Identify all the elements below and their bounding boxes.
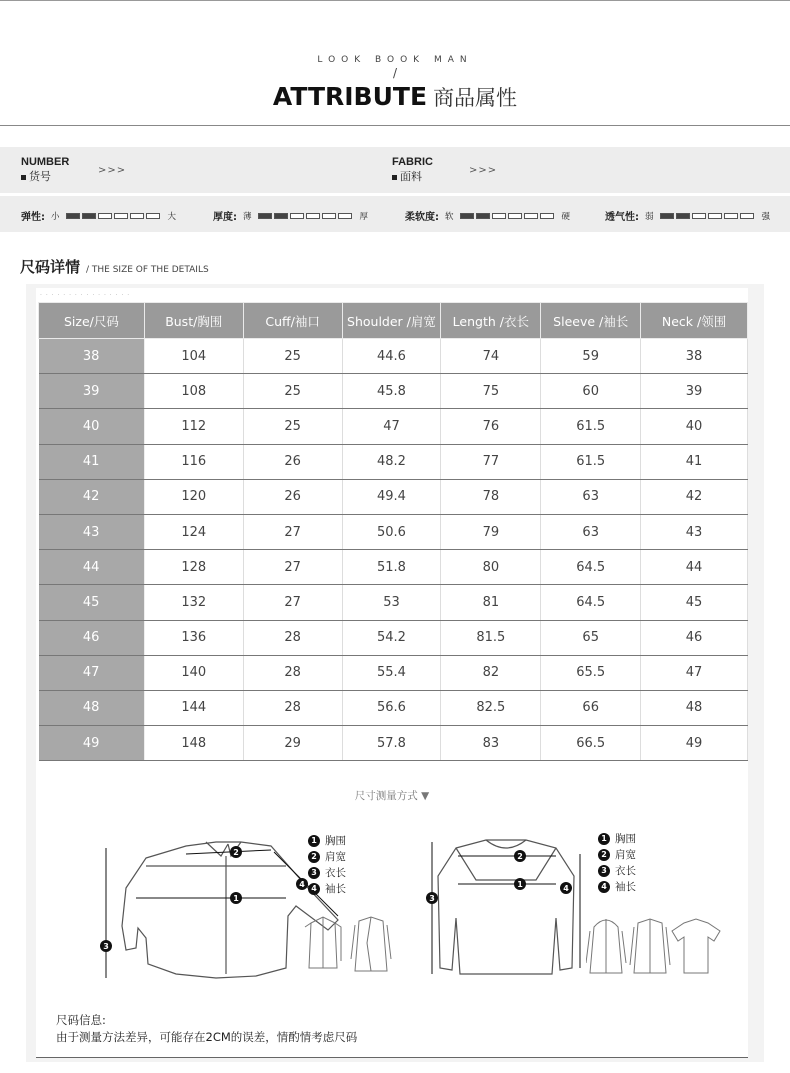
marker-length-text: 3 bbox=[103, 942, 109, 951]
table-cell: 132 bbox=[144, 585, 243, 620]
size-cell: 46 bbox=[39, 620, 145, 655]
meter-bars bbox=[460, 213, 556, 219]
meter-bar-empty bbox=[114, 213, 128, 219]
table-cell: 74 bbox=[441, 339, 541, 374]
dotted-decoration: · · · · · · · · · · · · · · · · bbox=[40, 292, 131, 299]
table-cell: 25 bbox=[243, 374, 342, 409]
legend-label: 肩宽 bbox=[615, 849, 636, 861]
title-cn: 商品属性 bbox=[433, 86, 518, 110]
legend-label: 衣长 bbox=[615, 865, 636, 877]
fabric-label-en: FABRIC bbox=[392, 156, 433, 168]
size-cell: 38 bbox=[39, 339, 145, 374]
table-row bbox=[39, 550, 748, 585]
number-attribute bbox=[21, 156, 69, 184]
table-cell: 82.5 bbox=[441, 690, 541, 725]
marker-sleeve-text: 4 bbox=[299, 880, 305, 889]
table-cell: 63 bbox=[541, 479, 641, 514]
table-cell: 136 bbox=[144, 620, 243, 655]
table-cell: 77 bbox=[441, 444, 541, 479]
shoulder-line bbox=[186, 850, 271, 854]
legend-label: 胸围 bbox=[615, 833, 636, 845]
legend-left bbox=[308, 833, 346, 897]
meter-breathability bbox=[605, 208, 770, 223]
size-cell: 39 bbox=[39, 374, 145, 409]
marker-shoulder bbox=[230, 846, 242, 858]
header-neck: Neck /领围 bbox=[641, 303, 748, 339]
table-row bbox=[39, 374, 748, 409]
table-cell: 39 bbox=[641, 374, 748, 409]
table-cell: 46 bbox=[641, 620, 748, 655]
table-row bbox=[39, 690, 748, 725]
sweater-marker-bust bbox=[514, 878, 526, 890]
legend-right bbox=[598, 831, 636, 895]
meter-bar-empty bbox=[98, 213, 112, 219]
table-cell: 48.2 bbox=[342, 444, 441, 479]
meter-bar-filled bbox=[258, 213, 272, 219]
size-table-body bbox=[39, 339, 748, 761]
table-cell: 83 bbox=[441, 726, 541, 761]
size-cell: 40 bbox=[39, 409, 145, 444]
meter-bar-empty bbox=[692, 213, 706, 219]
sweater-marker-sleeve-text: 4 bbox=[563, 884, 569, 893]
meter-label: 弹性: bbox=[21, 212, 45, 223]
size-title-en: / THE SIZE OF THE DETAILS bbox=[86, 265, 209, 275]
table-cell: 148 bbox=[144, 726, 243, 761]
legend-label: 袖长 bbox=[615, 881, 636, 893]
notes-body: 由于测量方法差异，可能存在2CM的误差，情酌情考虑尺码 bbox=[56, 1030, 358, 1044]
table-cell: 44.6 bbox=[342, 339, 441, 374]
meter-min: 弱 bbox=[645, 211, 654, 222]
table-cell: 56.6 bbox=[342, 690, 441, 725]
meter-bar-filled bbox=[460, 213, 474, 219]
number-label-en: NUMBER bbox=[21, 156, 70, 168]
meter-bar-empty bbox=[740, 213, 754, 219]
table-row bbox=[39, 726, 748, 761]
table-cell: 38 bbox=[641, 339, 748, 374]
sweater-neckline bbox=[486, 840, 526, 848]
table-cell: 29 bbox=[243, 726, 342, 761]
sweater-marker-length-text: 3 bbox=[429, 894, 435, 903]
legend-item bbox=[308, 865, 346, 881]
table-cell: 45 bbox=[641, 585, 748, 620]
fabric-attribute bbox=[392, 156, 433, 184]
table-cell: 25 bbox=[243, 339, 342, 374]
marker-bust-text: 1 bbox=[233, 894, 239, 903]
meter-elasticity bbox=[21, 208, 176, 223]
meter-label: 厚度: bbox=[213, 212, 237, 223]
table-cell: 28 bbox=[243, 620, 342, 655]
table-cell: 47 bbox=[342, 409, 441, 444]
table-cell: 28 bbox=[243, 690, 342, 725]
table-cell: 61.5 bbox=[541, 444, 641, 479]
meter-max: 硬 bbox=[561, 211, 571, 222]
meter-min: 小 bbox=[51, 211, 60, 222]
number-label-cn: 货号 bbox=[21, 168, 69, 184]
table-cell: 65 bbox=[541, 620, 641, 655]
meter-bar-filled bbox=[82, 213, 96, 219]
table-cell: 40 bbox=[641, 409, 748, 444]
size-table-header bbox=[39, 303, 748, 339]
measure-caption: 尺寸测量方式 ▼ bbox=[354, 790, 430, 802]
table-cell: 57.8 bbox=[342, 726, 441, 761]
table-cell: 60 bbox=[541, 374, 641, 409]
legend-number: 2 bbox=[308, 851, 320, 863]
marker-sleeve bbox=[296, 878, 308, 890]
table-cell: 76 bbox=[441, 409, 541, 444]
header-size: Size/尺码 bbox=[39, 303, 145, 339]
table-cell: 28 bbox=[243, 655, 342, 690]
header-length: Length /衣长 bbox=[441, 303, 541, 339]
size-cell: 41 bbox=[39, 444, 145, 479]
size-table bbox=[38, 302, 748, 761]
table-cell: 59 bbox=[541, 339, 641, 374]
header-shoulder: Shoulder /肩宽 bbox=[342, 303, 441, 339]
sweater-marker-length bbox=[426, 892, 438, 904]
table-row bbox=[39, 585, 748, 620]
meter-max: 强 bbox=[761, 211, 771, 222]
property-meters-band bbox=[0, 196, 790, 232]
sweater-yoke bbox=[456, 848, 556, 880]
table-cell: 79 bbox=[441, 514, 541, 549]
header-bust: Bust/胸围 bbox=[144, 303, 243, 339]
sweater-marker-sleeve bbox=[560, 882, 572, 894]
meter-bar-empty bbox=[322, 213, 336, 219]
legend-label: 胸围 bbox=[325, 835, 346, 847]
table-cell: 27 bbox=[243, 585, 342, 620]
legend-number: 3 bbox=[308, 867, 320, 879]
legend-label: 衣长 bbox=[325, 867, 346, 879]
size-title-cn: 尺码详情 bbox=[20, 258, 81, 276]
table-cell: 27 bbox=[243, 514, 342, 549]
fabric-arrows: >>> bbox=[469, 165, 498, 176]
page-title bbox=[0, 82, 790, 112]
lookbook-label: LOOK BOOK MAN bbox=[317, 55, 473, 65]
meter-bar-empty bbox=[130, 213, 144, 219]
meter-thickness bbox=[213, 208, 368, 223]
legend-number: 1 bbox=[598, 833, 610, 845]
meter-max: 厚 bbox=[359, 211, 369, 222]
meter-bar-empty bbox=[146, 213, 160, 219]
meter-bar-empty bbox=[508, 213, 522, 219]
size-cell: 47 bbox=[39, 655, 145, 690]
table-cell: 41 bbox=[641, 444, 748, 479]
legend-number: 2 bbox=[598, 849, 610, 861]
table-cell: 26 bbox=[243, 479, 342, 514]
meter-bar-empty bbox=[540, 213, 554, 219]
meter-label: 柔软度: bbox=[405, 212, 439, 223]
table-row bbox=[39, 655, 748, 690]
meter-bar-empty bbox=[524, 213, 538, 219]
meter-bar-filled bbox=[676, 213, 690, 219]
table-cell: 108 bbox=[144, 374, 243, 409]
size-cell: 48 bbox=[39, 690, 145, 725]
notes-title: 尺码信息: bbox=[56, 1013, 106, 1027]
table-cell: 47 bbox=[641, 655, 748, 690]
size-notes bbox=[56, 1012, 357, 1046]
meter-bar-empty bbox=[724, 213, 738, 219]
size-panel bbox=[26, 284, 764, 1062]
attribute-band bbox=[0, 147, 790, 193]
meter-bars bbox=[258, 213, 354, 219]
table-cell: 43 bbox=[641, 514, 748, 549]
table-cell: 120 bbox=[144, 479, 243, 514]
fabric-label-cn: 面料 bbox=[392, 168, 433, 184]
marker-bust bbox=[230, 892, 242, 904]
size-cell: 49 bbox=[39, 726, 145, 761]
meter-bar-filled bbox=[274, 213, 288, 219]
table-cell: 45.8 bbox=[342, 374, 441, 409]
sweater-marker-shoulder bbox=[514, 850, 526, 862]
meter-bar-empty bbox=[338, 213, 352, 219]
table-cell: 49 bbox=[641, 726, 748, 761]
marker-length bbox=[100, 940, 112, 952]
table-cell: 51.8 bbox=[342, 550, 441, 585]
table-cell: 80 bbox=[441, 550, 541, 585]
legend-item bbox=[308, 849, 346, 865]
legend-number: 3 bbox=[598, 865, 610, 877]
meter-bar-filled bbox=[660, 213, 674, 219]
title-en: ATTRIBUTE bbox=[272, 82, 428, 111]
table-cell: 75 bbox=[441, 374, 541, 409]
table-cell: 112 bbox=[144, 409, 243, 444]
legend-number: 1 bbox=[308, 835, 320, 847]
bottom-rule bbox=[36, 1057, 748, 1059]
size-cell: 43 bbox=[39, 514, 145, 549]
number-arrows: >>> bbox=[98, 165, 127, 176]
table-cell: 54.2 bbox=[342, 620, 441, 655]
table-cell: 64.5 bbox=[541, 585, 641, 620]
meter-bar-empty bbox=[290, 213, 304, 219]
meter-bar-empty bbox=[492, 213, 506, 219]
table-row bbox=[39, 514, 748, 549]
table-cell: 53 bbox=[342, 585, 441, 620]
table-cell: 144 bbox=[144, 690, 243, 725]
table-cell: 81.5 bbox=[441, 620, 541, 655]
legend-number: 4 bbox=[598, 881, 610, 893]
table-cell: 140 bbox=[144, 655, 243, 690]
table-cell: 65.5 bbox=[541, 655, 641, 690]
jacket-sketches bbox=[301, 913, 396, 983]
sweater-outline bbox=[438, 840, 574, 974]
table-cell: 81 bbox=[441, 585, 541, 620]
table-cell: 44 bbox=[641, 550, 748, 585]
size-cell: 44 bbox=[39, 550, 145, 585]
meter-min: 软 bbox=[445, 211, 454, 222]
table-row bbox=[39, 479, 748, 514]
meter-bar-empty bbox=[708, 213, 722, 219]
table-cell: 116 bbox=[144, 444, 243, 479]
table-cell: 42 bbox=[641, 479, 748, 514]
legend-number: 4 bbox=[308, 883, 320, 895]
table-cell: 66 bbox=[541, 690, 641, 725]
table-cell: 50.6 bbox=[342, 514, 441, 549]
table-row bbox=[39, 339, 748, 374]
table-cell: 82 bbox=[441, 655, 541, 690]
title-slash: / bbox=[393, 66, 398, 80]
meter-bars bbox=[660, 213, 756, 219]
meter-max: 大 bbox=[167, 211, 177, 222]
casual-garment-sketches bbox=[586, 913, 736, 983]
meter-bar-empty bbox=[306, 213, 320, 219]
table-cell: 78 bbox=[441, 479, 541, 514]
table-row bbox=[39, 620, 748, 655]
top-rule bbox=[0, 0, 790, 1]
table-cell: 25 bbox=[243, 409, 342, 444]
size-cell: 45 bbox=[39, 585, 145, 620]
meter-bars bbox=[66, 213, 162, 219]
table-cell: 66.5 bbox=[541, 726, 641, 761]
sweater-marker-shoulder-text: 2 bbox=[517, 852, 523, 861]
table-row bbox=[39, 409, 748, 444]
marker-shoulder-text: 2 bbox=[233, 848, 239, 857]
legend-item bbox=[308, 881, 346, 897]
meter-label: 透气性: bbox=[605, 212, 639, 223]
table-cell: 27 bbox=[243, 550, 342, 585]
legend-item bbox=[598, 847, 636, 863]
header-sleeve: Sleeve /袖长 bbox=[541, 303, 641, 339]
sweater-marker-bust-text: 1 bbox=[517, 880, 523, 889]
table-cell: 64.5 bbox=[541, 550, 641, 585]
size-cell: 42 bbox=[39, 479, 145, 514]
table-cell: 104 bbox=[144, 339, 243, 374]
sweater-diagram bbox=[416, 828, 596, 988]
table-cell: 26 bbox=[243, 444, 342, 479]
table-cell: 124 bbox=[144, 514, 243, 549]
table-cell: 49.4 bbox=[342, 479, 441, 514]
size-section-title bbox=[20, 256, 209, 277]
meter-bar-filled bbox=[66, 213, 80, 219]
legend-item bbox=[598, 831, 636, 847]
size-panel-inner bbox=[36, 288, 748, 1058]
header-rule bbox=[0, 125, 790, 126]
meter-bar-filled bbox=[476, 213, 490, 219]
legend-item bbox=[598, 879, 636, 895]
meter-min: 薄 bbox=[243, 211, 252, 222]
legend-label: 袖长 bbox=[325, 883, 346, 895]
legend-item bbox=[308, 833, 346, 849]
table-cell: 61.5 bbox=[541, 409, 641, 444]
table-cell: 63 bbox=[541, 514, 641, 549]
meter-softness bbox=[405, 208, 570, 223]
table-cell: 48 bbox=[641, 690, 748, 725]
table-row bbox=[39, 444, 748, 479]
legend-item bbox=[598, 863, 636, 879]
table-cell: 128 bbox=[144, 550, 243, 585]
header-cuff: Cuff/袖口 bbox=[243, 303, 342, 339]
legend-label: 肩宽 bbox=[325, 851, 346, 863]
table-cell: 55.4 bbox=[342, 655, 441, 690]
